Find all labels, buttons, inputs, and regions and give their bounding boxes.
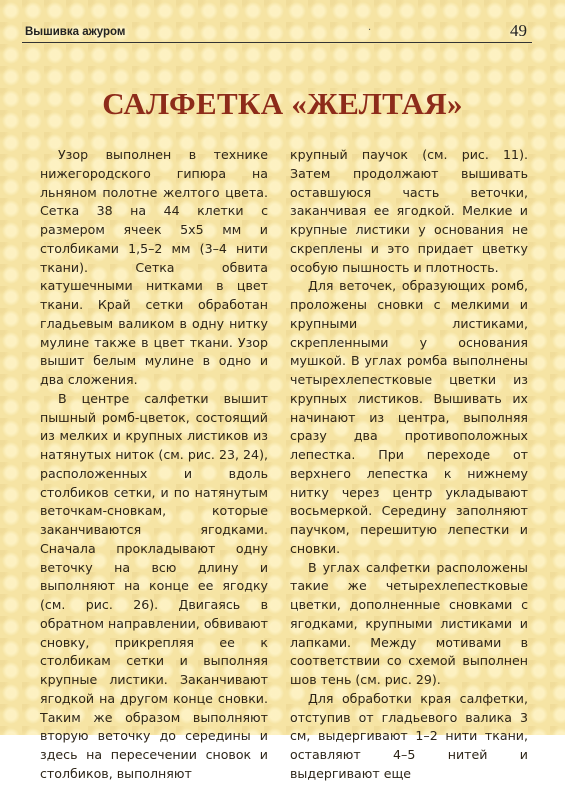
paragraph: Для веточек, образующих ромб, проложены сновки с мелкими и крупными листиками, скрепленными у основания мушкой. В углах ромба выполнены четырехлепестковые цветки из крупных листиков. Вышивать их начинают из центра, выполняя сразу два противоположных лепестка. При переходе от верхнего лепестка к нижнему нитку через центр укладывают восьмеркой. Середину заполняют паучком, перешитую лепестки и сновки. [290, 278, 528, 556]
section-label: Вышивка ажуром [25, 26, 126, 38]
header-rule [22, 42, 532, 43]
paragraph: Для обработки края салфетки, отступив от гладьевого валика 3 см, выдергивают 1–2 нити ткани, оставляют 4–5 нитей и выдергивают еще [290, 690, 528, 781]
article-title: САЛФЕТКА «ЖЕЛТАЯ» [102, 86, 463, 121]
text-column-left [40, 146, 268, 784]
paragraph: В центре салфетки вышит пышный ромб-цветок, состоящий из мелких и крупных листиков из натянутых ниток (см. рис. 23, 24), расположенных и вдоль столбиков сетки, и по натянутым веточкам-сновкам, которые заканчиваются ягодками. Сначала прокладывают одну веточку на всю длину и выполняют на конце ее ягодку (см. рис. 26). Двигаясь в обратном направлении, обвивают сновку, прикрепляя ее к столбикам сетки и выполняя крупные листики. Заканчивают ягодкой на другом конце сновки. Таким же образом выполняют вторую веточку до середины и здесь на пересечении сновок и столбиков, выполняют [40, 390, 268, 781]
text-column-right [290, 146, 528, 784]
paragraph: крупный паучок (см. рис. 11). Затем продолжают вышивать оставшуюся часть веточки, заканчивая ее ягодкой. Мелкие и крупные листики у основания не скреплены и это придает цветку особую пышность и плотность. [290, 147, 528, 275]
paragraph: Узор выполнен в технике нижегородского гипюра на льняном полотне желтого цвета. Сетка 38 на 44 клетки с размером ячеек 5х5 мм и столбиками 1,5–2 мм (3–4 нити ткани). Сетка обвита катушечными нитками в цвет ткани. Край сетки обработан гладьевым валиком в одну нитку мулине также в цвет ткани. Узор вышит белым мулине в одно и два сложения. [40, 147, 268, 387]
page-number: 49 [510, 21, 527, 40]
header-dot: · [368, 25, 372, 36]
paragraph: В углах салфетки расположены такие же четырехлепестковые цветки, дополненные сновками с ягодками, крупными листиками и лапками. Между мотивами в соответствии со схемой выполнен шов тень (см. рис. 29). [290, 559, 528, 687]
